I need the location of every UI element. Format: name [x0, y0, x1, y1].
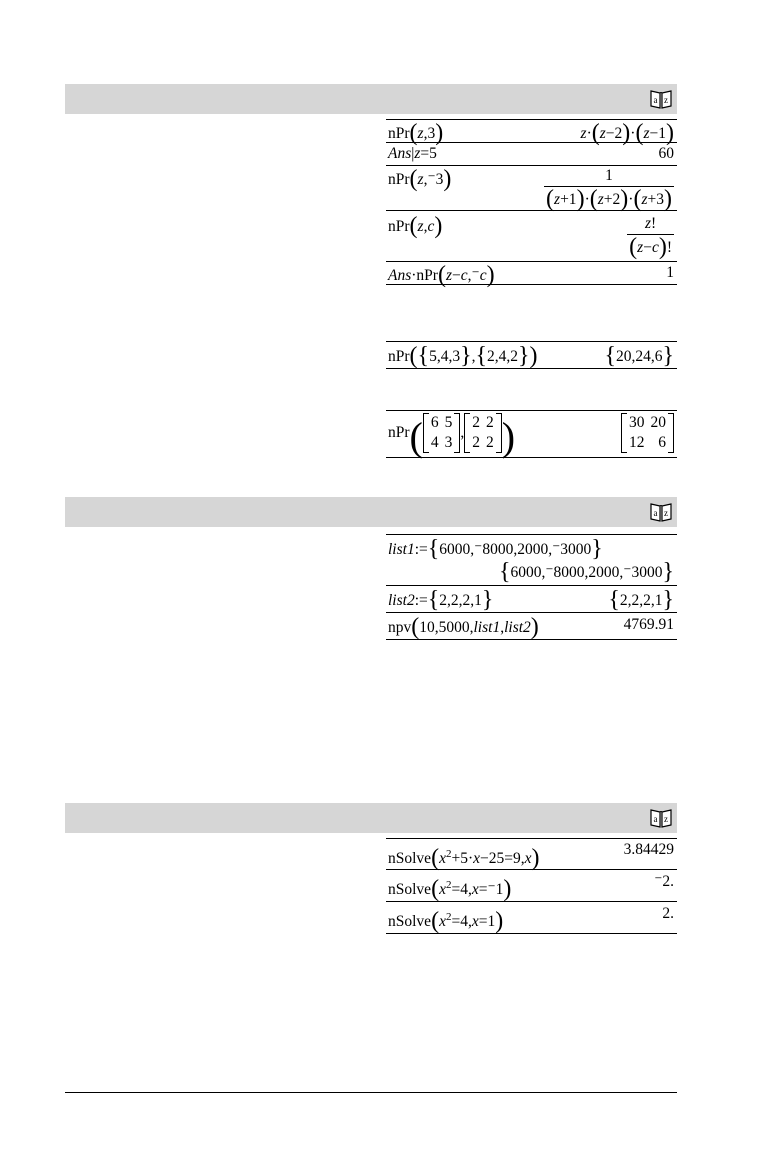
nsolve-row-1	[386, 838, 677, 870]
npr-row-1	[386, 119, 677, 146]
section-header-nsolve	[65, 803, 677, 833]
npr-row-3	[386, 166, 677, 211]
expr-result: 60	[658, 145, 674, 162]
svg-text:a: a	[653, 814, 658, 824]
book-az-icon	[649, 88, 673, 110]
expr-result: 4769.91	[623, 616, 674, 633]
expr-result: z·(z−2)·(z−1)	[580, 120, 674, 146]
matrix-2: 2 2 2 2	[464, 413, 502, 453]
expr-result: {2,2,2,1}	[608, 587, 674, 613]
result-matrix: 30 20 12 6	[621, 413, 674, 453]
expr-input: nPr(z,⁻3)	[388, 166, 452, 192]
expr-input: nPr( 6 5 4 3 , 2 2 2 2 )	[388, 414, 516, 459]
expr-input: $nSolve(x^2=4,x=1)$	[388, 908, 504, 935]
expr-input: nPr(z,3)	[388, 120, 444, 146]
footer-rule	[65, 1092, 677, 1093]
npv-row-3	[386, 613, 677, 640]
nsolve-row-3	[386, 902, 677, 934]
npr-row-5	[386, 262, 677, 288]
npr-row-2	[386, 143, 677, 166]
expr-input: npv(10,5000,list1,list2)	[388, 614, 539, 640]
nsolve-examples	[386, 838, 677, 934]
nsolve-row-2	[386, 870, 677, 902]
npr-matrix-row	[386, 410, 677, 458]
expr-input: nPr({5,4,3},{2,4,2})	[388, 343, 538, 369]
npv-examples	[386, 534, 677, 640]
expr-result: 3.84429	[623, 841, 674, 858]
expr-result: $\frac{1}{(z+1)\cdot(z+2)\cdot(z+3)}$	[546, 167, 672, 212]
expr-result: ⁻2.	[654, 873, 674, 890]
expr-input: $nSolve(x^2+5\cdot x-25=9,x)$	[388, 845, 540, 872]
expr-input: nPr(z,c)	[388, 213, 443, 239]
npr-list-example	[386, 341, 677, 369]
npr-row-4	[386, 211, 677, 262]
npr-list-row	[386, 341, 677, 369]
expr-result	[621, 413, 674, 453]
section-header-npr	[65, 84, 677, 114]
npv-row-1	[386, 534, 677, 586]
matrix-1: 6 5 4 3	[423, 413, 461, 453]
book-az-icon	[649, 807, 673, 829]
expr-input: Ans·nPr(z−c,⁻c)	[388, 262, 495, 288]
svg-text:a: a	[653, 508, 658, 518]
expr-input: list1:={6000,⁻8000,2000,⁻3000}	[388, 536, 603, 562]
npr-matrix-example	[386, 410, 677, 458]
expr-input: $nSolve(x^2=4,x=^-1)$	[388, 876, 512, 903]
expr-result: 2.	[662, 905, 674, 922]
npv-row-2	[386, 586, 677, 613]
expr-input: list2:={2,2,2,1}	[388, 587, 494, 613]
expr-result: {6000,⁻8000,2000,⁻3000}	[498, 559, 674, 585]
svg-text:z: z	[664, 508, 668, 518]
expr-result: {20,24,6}	[604, 343, 674, 369]
svg-text:a: a	[653, 95, 658, 105]
expr-input: Ans|z=5	[388, 145, 437, 162]
npr-examples	[386, 119, 677, 288]
svg-text:z: z	[664, 95, 668, 105]
section-header-npv	[65, 497, 677, 527]
svg-text:z: z	[664, 814, 668, 824]
expr-result: 1	[666, 264, 674, 281]
book-az-icon	[649, 501, 673, 523]
expr-result: $\frac{z!}{(z-c)!}$	[629, 215, 672, 260]
